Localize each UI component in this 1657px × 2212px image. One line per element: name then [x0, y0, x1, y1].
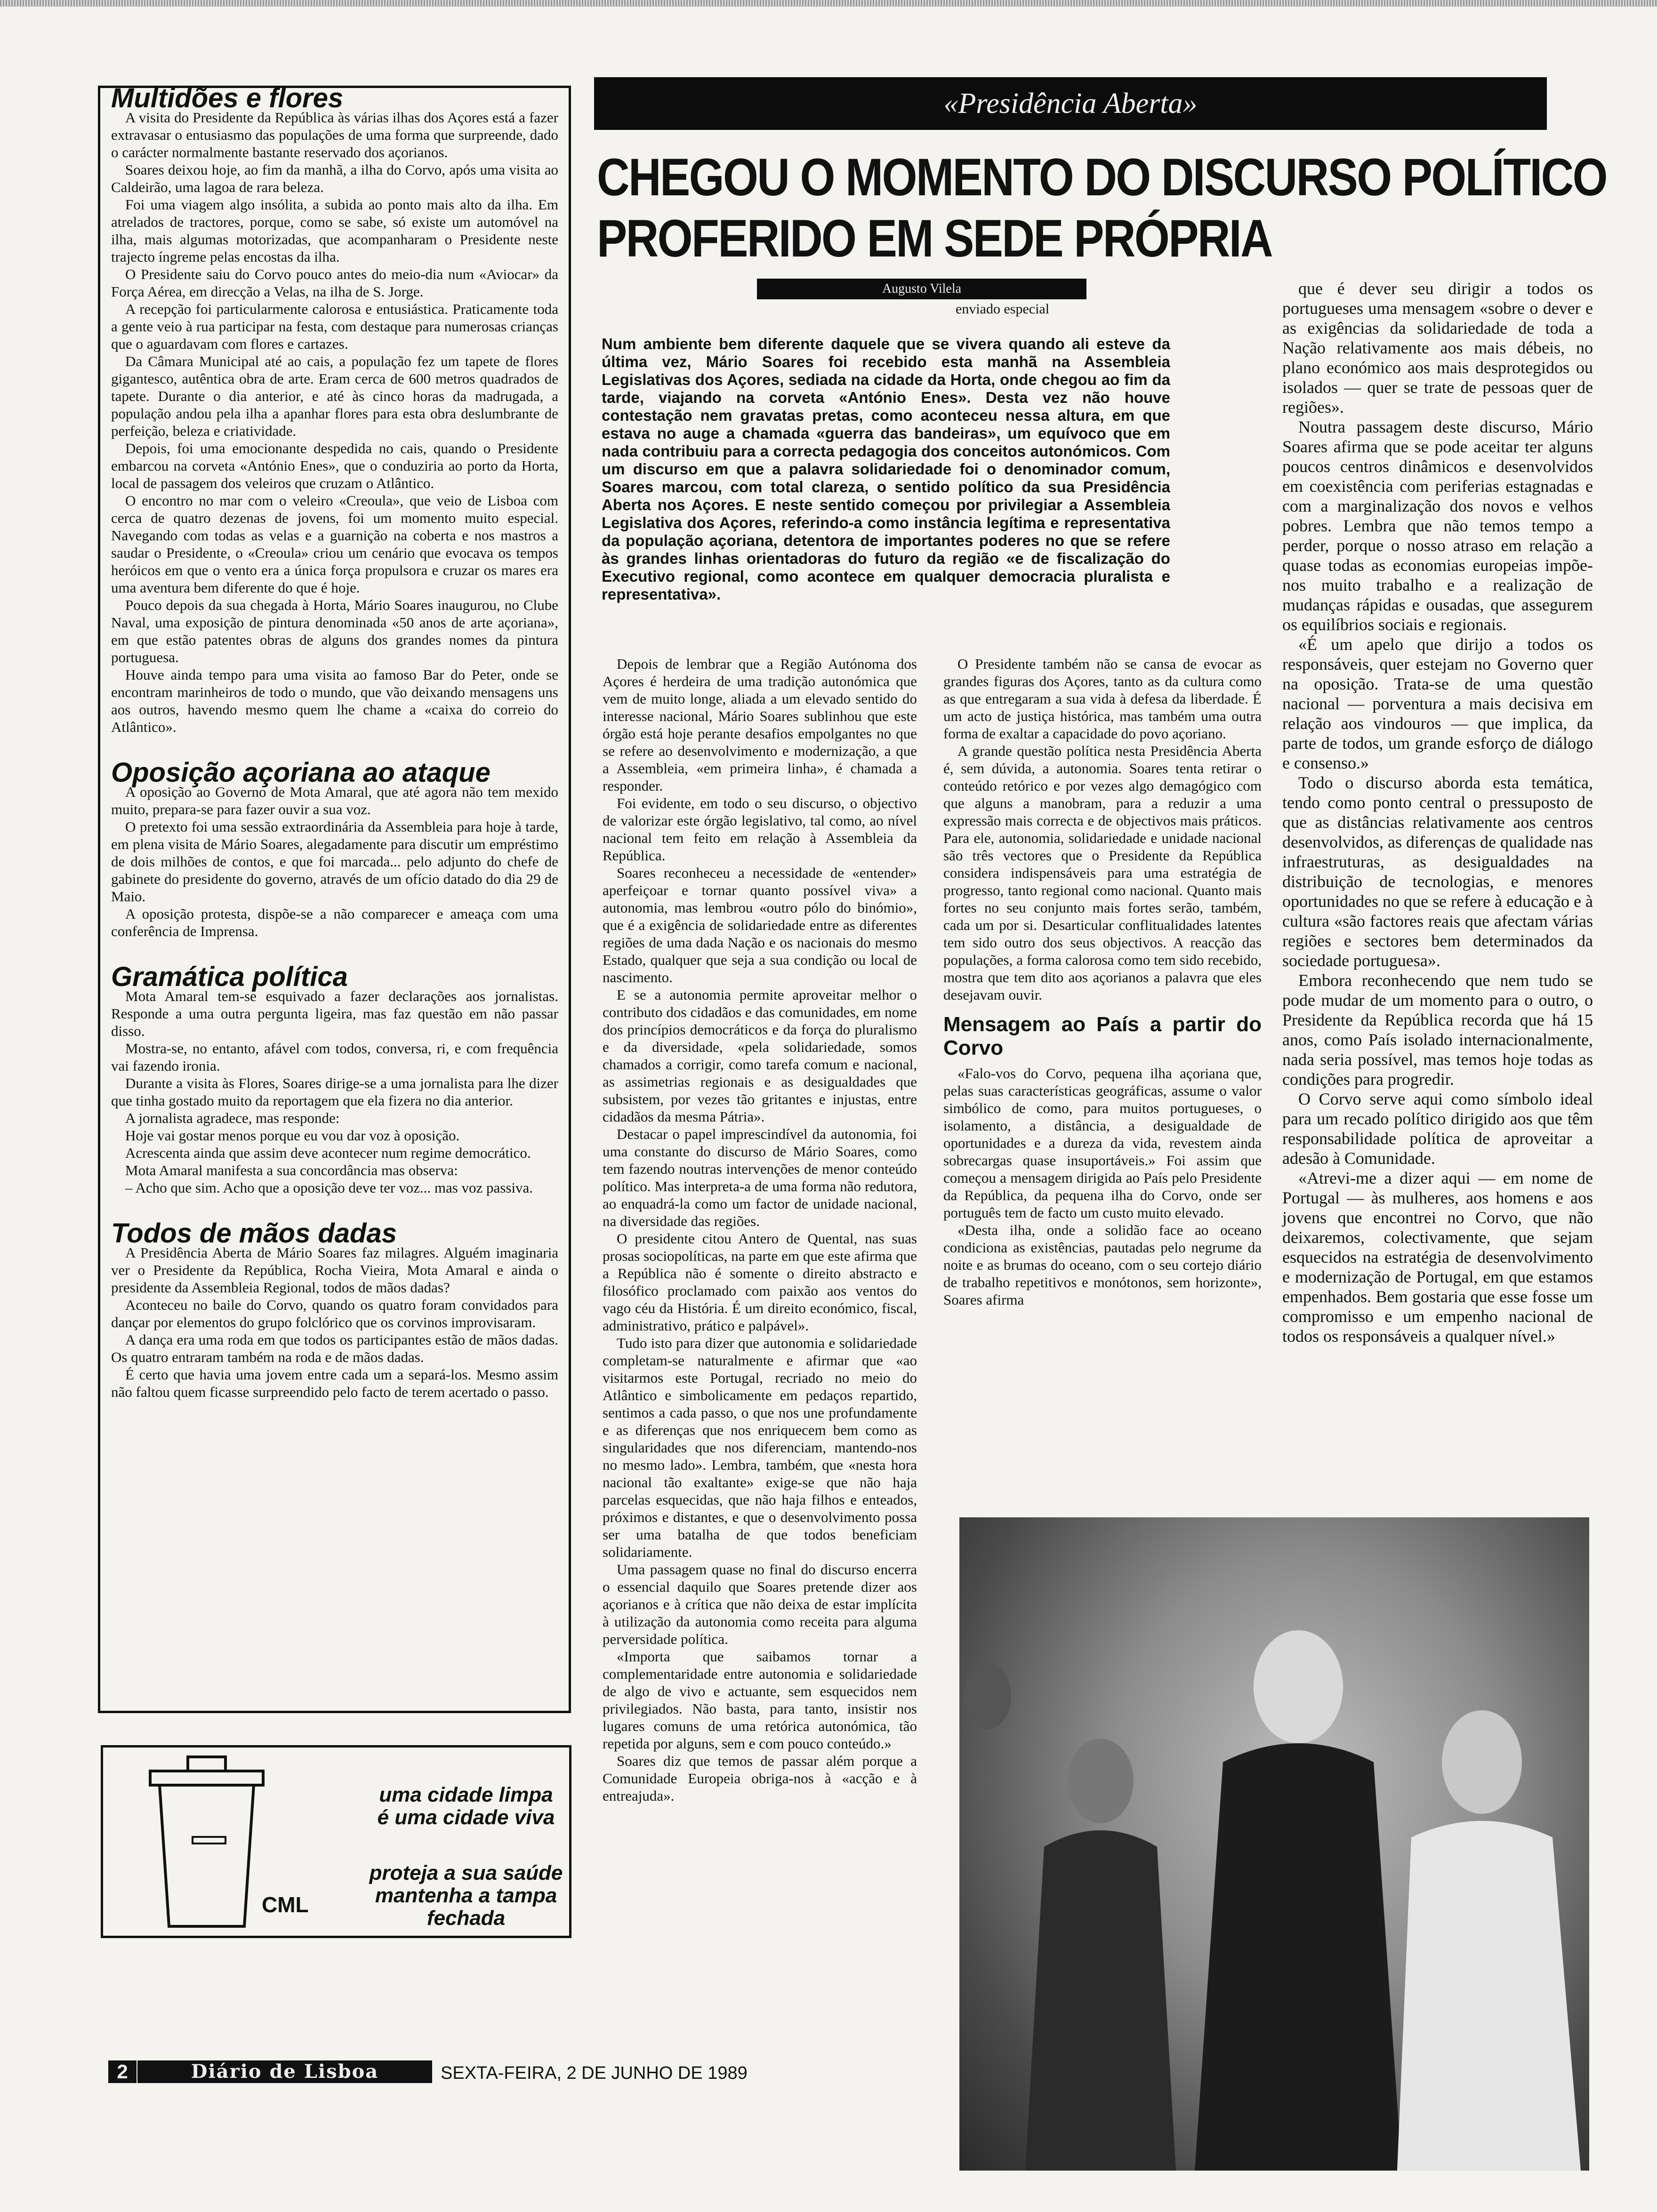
- headline: [597, 147, 1607, 269]
- sidebar-section-3: [111, 987, 558, 1196]
- paragraph: A oposição protesta, dispõe-se a não comparecer e ameaça com uma conferência de Imprensa.: [111, 906, 558, 939]
- paragraph: Destacar o papel imprescindível da autonomia, foi uma constante do discurso de Mário Soares, como tem fazendo noutras intervenções de menor conteúdo político. Mas interpreta-a de uma forma não redutora, ao enquadrá-la como um factor de unidade nacional, na diversidade das regiões.: [603, 1126, 917, 1229]
- ad-line-2: é uma cidade viva: [377, 1806, 555, 1829]
- ad-brand: CML: [262, 1892, 309, 1917]
- paragraph: O Presidente também não se cansa de evocar as grandes figuras dos Açores, tanto as da cultura como as que entregaram a sua vida à defesa da liberdade. É um acto de justiça histórica, mas também uma outra forma de exaltar a capacidade do povo açoriano.: [943, 656, 1262, 742]
- paragraph: Mota Amaral manifesta a sua concordância mas observa:: [125, 1162, 458, 1178]
- paragraph: Hoje vai gostar menos porque eu vou dar voz à oposição.: [125, 1127, 460, 1144]
- paragraph: Noutra passagem deste discurso, Mário Soares afirma que se pode aceitar ter alguns poucos centros dinâmicos e desenvolvidos em coexistência com periferias estagnadas e com a marginalização dos novos e velhos pobres. Lembra que não temos tempo a perder, porque o nosso atraso em relação a quase todas as economias europeias impõe-nos muito trabalho e a realização de mudanças rápidas e ousadas, que assegurem os equilíbrios sociais e regionais.: [1282, 417, 1593, 634]
- paragraph: Durante a visita às Flores, Soares dirige-se a uma jornalista para lhe dizer que tinha gostado muito da reportagem que ela fizera no dia anterior.: [111, 1075, 558, 1109]
- paragraph: Houve ainda tempo para uma visita ao famoso Bar do Peter, onde se encontram marinheiros de todo o mundo, que vão deixando mensagens uns aos outros, havendo mesmo quem lhe chame a «caixa do correio do Atlântico».: [111, 666, 558, 735]
- paragraph: A visita do Presidente da República às várias ilhas dos Açores está a fazer extravasar o entusiasmo das populações de uma forma que surpreende, dado o carácter normalmente bastante reservado dos açorianos.: [111, 109, 558, 160]
- sidebar-title-oposicao: Oposição açoriana ao ataque: [111, 757, 491, 788]
- sidebar: [111, 83, 558, 1401]
- paragraph: O Presidente saiu do Corvo pouco antes do meio-dia num «Aviocar» da Força Aérea, em direcção a Velas, na ilha de S. Jorge.: [111, 266, 558, 300]
- paragraph: «Atrevi-me a dizer aqui — em nome de Portugal — às mulheres, aos homens e aos jovens que encontrei no Corvo, que não deixaremos, colectivamente, que sejam esquecidos na estratégia de desenvolvimento e modernização de Portugal, em que estamos empenhados. Bem gostaria que esse fosse um compromisso e um empenho nacional de todos os responsáveis a qualquer nível.»: [1282, 1169, 1593, 1346]
- photo-figures: [959, 1517, 1589, 2171]
- sidebar-section-2: [111, 783, 558, 940]
- article-column-2: [943, 655, 1262, 1308]
- paragraph: A dança era uma roda em que todos os participantes estão de mãos dadas. Os quatro entraram também na roda e de mãos dadas.: [111, 1331, 558, 1365]
- paragraph: Soares reconheceu a necessidade de «entender» aperfeiçoar e tornar quanto possível viva» a autonomia, mas lembrou «outro pólo do binómio», que é a exigência de solidariedade entre as diferentes regiões de uma dada Nação e os nacionais do mesmo Estado, qualquer que seja a sua condição ou local de nascimento.: [603, 865, 917, 986]
- sidebar-title-todos: Todos de mãos dadas: [111, 1218, 397, 1249]
- ad-slogan: [362, 1784, 570, 1930]
- ad-line-4: mantenha a tampa fechada: [375, 1884, 557, 1930]
- scan-edge: [0, 0, 1657, 7]
- paragraph: «É um apelo que dirijo a todos os responsáveis, quer estejam no Governo quer na oposição. Trata-se de uma questão nacional — porventura a mais decisiva em relação aos vindouros — que implica, da parte de todos, um grande esforço de diálogo e consenso.»: [1282, 635, 1593, 772]
- ad-line-1: uma cidade limpa: [379, 1783, 553, 1806]
- byline: Augusto Vilela: [757, 279, 1086, 299]
- paragraph: A jornalista agradece, mas responde:: [125, 1110, 340, 1126]
- paragraph: que é dever seu dirigir a todos os portugueses uma mensagem «sobre o dever e as exigências da solidariedade de toda a Nação relativamente aos mais débeis, no plano económico aos mais desprotegidos ou isolados — quer se trate de pessoas quer de regiões».: [1282, 279, 1593, 417]
- paragraph: Todo o discurso aborda esta temática, tendo como ponto central o pressuposto de que as distâncias relativamente aos centros desenvolvidos, as diferenças de qualidade nas infraestruturas, as desigualdades na distribuição de tecnologias, e menores oportunidades no que se refere à educação e à cultura «são factores reais que afectam várias regiões e sectores bem determinados da sociedade portuguesa».: [1282, 773, 1593, 970]
- paragraph: O encontro no mar com o veleiro «Creoula», que veio de Lisboa com cerca de quatro dezenas de jovens, foi um momento muito especial. Navegando com todas as velas e a guarnição na coberta e nos mastros a saudar o Presidente, o «Creoula» criou um cenário que evocava os tempos heróicos em que o vento era a única força propulsora e cruzar os mares era uma aventura bem diferente do que é hoje.: [111, 492, 558, 596]
- paragraph: A grande questão política nesta Presidência Aberta é, sem dúvida, a autonomia. Soares tenta retirar o conteúdo retórico e por vezes algo demagógico com que alguns a manobram, para a reduzir a uma expressão mais correcta e de objectivos mais práticos. Para ele, autonomia, solidariedade e unidade nacional são três vectores que o Presidente da República considera indispensáveis para uma estratégia de progresso, tanto regional como nacional. Quanto mais fortes no seu conjunto mais fortes serão, também, cada um por si. Desarticular conflitualidades latentes tem sido outro dos seus objectivos. A reacção das populações, a forma calorosa como tem sido recebido, mostra que tem dito aos açorianos a palavra que eles desejavam ouvir.: [943, 743, 1262, 1003]
- section-banner: «Presidência Aberta»: [594, 77, 1547, 130]
- column-2-part-b: [943, 1065, 1262, 1308]
- byline-role: enviado especial: [956, 301, 1050, 317]
- paragraph: Embora reconhecendo que nem tudo se pode mudar de um momento para o outro, o Presidente da República recorda que há 15 anos, como País isolado internacionalmente, nada seria possível, mas temos hoje todas as condições para progredir.: [1282, 971, 1593, 1089]
- masthead: Diário de Lisboa: [137, 2060, 432, 2083]
- trash-bin-icon: [131, 1752, 282, 1931]
- sidebar-title-multidoes: Multidões e flores: [111, 83, 344, 113]
- paragraph: A recepção foi particularmente calorosa e entusiástica. Praticamente toda a gente veio à rua participar na festa, com destaque para numerosas crianças que o aguardavam com flores e cartazes.: [111, 301, 558, 352]
- column-2-part-a: [943, 655, 1262, 1003]
- paragraph: Depois, foi uma emocionante despedida no cais, quando o Presidente embarcou na corveta «António Enes», que o conduziria ao porto da Horta, local de passagem dos veleiros que cruzam o Atlântico.: [111, 440, 558, 491]
- paragraph: «Desta ilha, onde a solidão face ao oceano condiciona as existências, pautadas pelo negrume da noite e as brumas do oceano, com o seu cortejo diário de trabalho repetitivos e monótonos, sem horizonte», Soares afirma: [943, 1222, 1262, 1308]
- paragraph: Depois de lembrar que a Região Autónoma dos Açores é herdeira de uma tradição autonómica que vem de muito longe, aliada a um elevado sentido do interesse nacional, Mário Soares sublinhou que este órgão está hoje perante desafios empolgantes no que se refere ao desenvolvimento e modernização, a que a Assembleia, «em primeira linha», é chamada a responder.: [603, 656, 917, 794]
- issue-date: SEXTA-FEIRA, 2 DE JUNHO DE 1989: [441, 2063, 748, 2083]
- paragraph: O presidente citou Antero de Quental, nas suas prosas sociopolíticas, na parte em que este afirma que a República não é somente o direito abstracto e filosófico proclamado com paixão aos ventos do vago céu da História. É um direito económico, fiscal, administrativo, prático e palpável».: [603, 1230, 917, 1334]
- lead-paragraph: Num ambiente bem diferente daquele que se vivera quando ali esteve da última vez, Mário Soares foi recebido esta manhã na Assembleia Legislativas dos Açores, sediada na cidade da Horta, onde chegou ao fim da tarde, viajando na corveta «António Enes». Desta vez não houve contestação nem gravatas pretas, como aconteceu nessa altura, em que estava no auge a chamada «guerra das bandeiras», um equívoco que em nada contribuiu para a correcta pedagogia dos conceitos autonómicos. Com um discurso em que a palavra solidariedade foi o denominador comum, Soares marcou, com total clareza, o sentido político da sua Presidência Aberta nos Açores. E neste sentido começou por privilegiar a Assembleia Legislativa dos Açores, referindo-a como instância legítima e representativa da população açoriana, detentora de importantes poderes no que se refere às grandes linhas orientadoras do futuro da região «e de fiscalização do Executivo regional, como acontece em qualquer democracia pluralista e representativa».: [602, 335, 1170, 603]
- paragraph: Mostra-se, no entanto, afável com todos, conversa, ri, e com frequência vai fazendo ironia.: [111, 1040, 558, 1074]
- ad-line-3: proteja a sua saúde: [369, 1861, 563, 1884]
- paragraph: A oposição ao Governo de Mota Amaral, que até agora não tem mexido muito, prepara-se para fazer ouvir a sua voz.: [111, 784, 558, 817]
- headline-line-1: CHEGOU O MOMENTO DO DISCURSO POLÍTICO: [597, 148, 1607, 207]
- paragraph: Da Câmara Municipal até ao cais, a população fez um tapete de flores gigantesco, autêntica obra de arte. Eram cerca de 600 metros quadrados de tapete. Durante o dia anterior, e até às cinco horas da madrugada, a população andou pela ilha a apanhar flores para esta obra deslumbrante de perfeição, beleza e criatividade.: [111, 353, 558, 439]
- paragraph: O pretexto foi uma sessão extraordinária da Assembleia para hoje à tarde, em plena visita de Mário Soares, alegadamente para discutir um empréstimo de dois milhões de contos, e que foi marcada... pelo adjunto do chefe de gabinete do presidente do governo, através de um ofício datado do dia 29 de Maio.: [111, 818, 558, 905]
- sidebar-section-4: [111, 1244, 558, 1401]
- paragraph: E se a autonomia permite aproveitar melhor o contributo dos cidadãos e das comunidades, em nome dos princípios democráticos e da força do pluralismo e da diversidade, «pela solidariedade, somos chamados a corrigir, como tarefa comum e nacional, as assimetrias regionais e as desigualdades que subsistem, por vezes tão gritantes e injustas, entre cidadãos da mesma Pátria».: [603, 986, 917, 1125]
- paragraph: Foi evidente, em todo o seu discurso, o objectivo de valorizar este órgão legislativo, tal como, ao nível nacional tem feito em relação à Assembleia da República.: [603, 795, 917, 864]
- page-number: 2: [108, 2060, 137, 2083]
- headline-line-2: PROFERIDO EM SEDE PRÓPRIA: [597, 209, 1272, 268]
- paragraph: – Acho que sim. Acho que a oposição deve ter voz... mas voz passiva.: [125, 1179, 533, 1196]
- paragraph: «Falo-vos do Corvo, pequena ilha açoriana que, pelas suas características geográficas, assume o valor simbólico de como, para muitos portugueses, o isolamento, a distância, a desigualdade de oportunidades e a dureza da vida, revestem ainda sobrecargas quase insuportáveis.» Foi assim que começou a mensagem dirigida ao País pelo Presidente da República, da pequena ilha do Corvo, onde ser português tem de facto um custo muito elevado.: [943, 1065, 1262, 1221]
- sidebar-section-1: [111, 109, 558, 736]
- paragraph: Pouco depois da sua chegada à Horta, Mário Soares inaugurou, no Clube Naval, uma exposição de pintura denominada «50 anos de arte açoriana», em que estão patentes obras de alguns dos grandes nomes da pintura portuguesa.: [111, 597, 558, 665]
- paragraph: Acrescenta ainda que assim deve acontecer num regime democrático.: [125, 1145, 531, 1161]
- paragraph: É certo que havia uma jovem entre cada um a separá-los. Mesmo assim não faltou quem ficasse surpreendido pelo facto de terem acertado o passo.: [111, 1366, 558, 1400]
- paragraph: Foi uma viagem algo insólita, a subida ao ponto mais alto da ilha. Em atrelados de tractores, porque, como se sabe, só existe um automóvel na ilha, mais algumas motorizadas, que acompanharam o Presidente neste trajecto íngreme pelas encostas da ilha.: [111, 196, 558, 265]
- article-column-3: [1282, 279, 1593, 1346]
- paragraph: Tudo isto para dizer que autonomia e solidariedade completam-se naturalmente e afirmar que «ao visitarmos este Portugal, recriado no meio do Atlântico e simbolicamente em pedaços repartido, sentimos a cada passo, o que nos une profundamente e as diferenças que nos enriquecem bem como as singularidades que nos diferenciam, mantendo-nos no mesmo lado». Lembra, também, que «nesta hora nacional tão exaltante» exige-se que não haja parcelas esquecidas, que não haja filhos e enteados, próximos e distantes, e que o desenvolvimento possa ser uma batalha de que todos beneficiam solidariamente.: [603, 1335, 917, 1560]
- paragraph: Uma passagem quase no final do discurso encerra o essencial daquilo que Soares pretende dizer aos açorianos e à crítica que não deixa de estar implícita à utilização da autonomia como receita para alguma perversidade política.: [603, 1561, 917, 1647]
- article-column-1: [603, 655, 917, 1804]
- sidebar-title-gramatica: Gramática política: [111, 962, 348, 992]
- paragraph: Soares deixou hoje, ao fim da manhã, a ilha do Corvo, após uma visita ao Caldeirão, uma lagoa de rara beleza.: [111, 161, 558, 195]
- news-photo: [959, 1517, 1589, 2171]
- paragraph: Mota Amaral tem-se esquivado a fazer declarações aos jornalistas. Responde a uma outra pergunta ligeira, mas faz questão em não passar disso.: [111, 988, 558, 1039]
- subhead-mensagem: Mensagem ao País a partir do Corvo: [943, 1013, 1262, 1059]
- paragraph: O Corvo serve aqui como símbolo ideal para um recado político dirigido aos que têm responsabilidade política de aproveitar a adesão à Comunidade.: [1282, 1090, 1593, 1168]
- paragraph: «Importa que saibamos tornar a complementaridade entre autonomia e solidariedade de algo de vivo e actuante, sem esquecidos nem privilegiados. Não basta, para tanto, insistir nos lugares comuns de uma retórica autonómica, tão repetida por alguns, sem e com pouco conteúdo.»: [603, 1648, 917, 1752]
- paragraph: Aconteceu no baile do Corvo, quando os quatro foram convidados para dançar por elementos do grupo folclórico que os corvinos improvisaram.: [111, 1297, 558, 1330]
- paragraph: Soares diz que temos de passar além porque a Comunidade Europeia obriga-nos à «acção e à entreajuda».: [603, 1753, 917, 1804]
- paragraph: A Presidência Aberta de Mário Soares faz milagres. Alguém imaginaria ver o Presidente da República, Rocha Vieira, Mota Amaral e ainda o presidente da Assembleia Regional, todos de mãos dadas?: [111, 1244, 558, 1296]
